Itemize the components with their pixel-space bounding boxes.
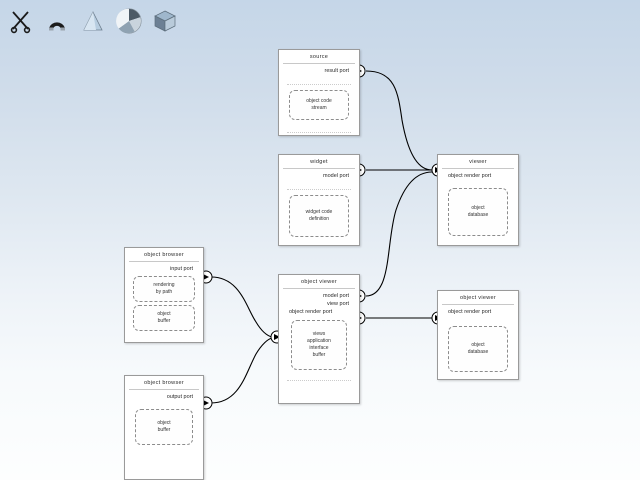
- node-body: [289, 195, 349, 237]
- divider: [442, 168, 514, 169]
- body-line: object: [471, 205, 485, 211]
- toolbar: [0, 0, 640, 42]
- node-title: widget: [310, 159, 328, 165]
- body-line: database: [467, 349, 489, 355]
- port-object-render[interactable]: object render port: [448, 173, 492, 179]
- node-body-secondary: [133, 305, 195, 331]
- node-object-browser-1[interactable]: [124, 247, 204, 343]
- node-title: object browser: [144, 380, 184, 386]
- pie-chart-icon[interactable]: [114, 6, 144, 36]
- divider: [283, 168, 355, 169]
- node-title: source: [309, 54, 329, 60]
- divider: [442, 304, 514, 305]
- body-line: stream: [311, 105, 327, 111]
- body-line: definition: [308, 216, 329, 222]
- node-source[interactable]: [278, 49, 360, 136]
- body-line: buffer: [312, 352, 326, 358]
- node-filler-line: [287, 126, 351, 133]
- body-line: widget code: [305, 209, 333, 215]
- port-result[interactable]: result port: [324, 68, 349, 74]
- divider: [283, 288, 355, 289]
- node-title: object viewer: [301, 279, 337, 285]
- port-view[interactable]: view port: [326, 301, 349, 307]
- divider: [129, 261, 199, 262]
- node-body: [448, 188, 508, 236]
- diagram-canvas[interactable]: [0, 42, 640, 480]
- body-line: buffer: [157, 318, 171, 324]
- node-object-viewer-center[interactable]: [278, 274, 360, 404]
- node-body: [289, 90, 349, 120]
- body-line: views: [312, 331, 326, 337]
- node-body: [135, 409, 193, 445]
- port-input[interactable]: input port: [170, 266, 193, 272]
- body-line: object: [157, 311, 171, 317]
- divider: [283, 63, 355, 64]
- node-body: [133, 276, 195, 302]
- node-widget[interactable]: [278, 154, 360, 246]
- cone-icon[interactable]: [78, 6, 108, 36]
- cube-icon[interactable]: [150, 6, 180, 36]
- body-line: object code: [306, 98, 332, 104]
- port-model[interactable]: model port: [323, 173, 349, 179]
- magnet-icon[interactable]: [42, 6, 72, 36]
- node-filler-line: [287, 183, 351, 190]
- node-filler-line: [287, 374, 351, 381]
- port-output[interactable]: output port: [166, 394, 193, 400]
- node-object-browser-2[interactable]: [124, 375, 204, 480]
- node-title: viewer: [469, 159, 487, 165]
- scissors-icon[interactable]: [6, 6, 36, 36]
- body-line: buffer: [157, 427, 171, 433]
- port-object-render[interactable]: object render port: [448, 309, 492, 315]
- node-body: [448, 326, 508, 372]
- body-line: application: [307, 338, 331, 344]
- node-title: object viewer: [460, 295, 496, 301]
- node-viewer[interactable]: [437, 154, 519, 246]
- body-line: by path: [155, 289, 173, 295]
- port-object-render[interactable]: object render port: [289, 309, 333, 315]
- port-model[interactable]: model port: [323, 293, 349, 299]
- body-line: object: [471, 342, 485, 348]
- divider: [129, 389, 199, 390]
- node-body: [291, 320, 347, 370]
- body-line: object: [157, 420, 171, 426]
- node-filler-line: [287, 78, 351, 85]
- node-object-viewer-right[interactable]: [437, 290, 519, 380]
- body-line: database: [467, 212, 489, 218]
- body-line: rendering: [153, 282, 175, 288]
- body-line: interface: [309, 345, 329, 351]
- node-title: object browser: [144, 252, 184, 258]
